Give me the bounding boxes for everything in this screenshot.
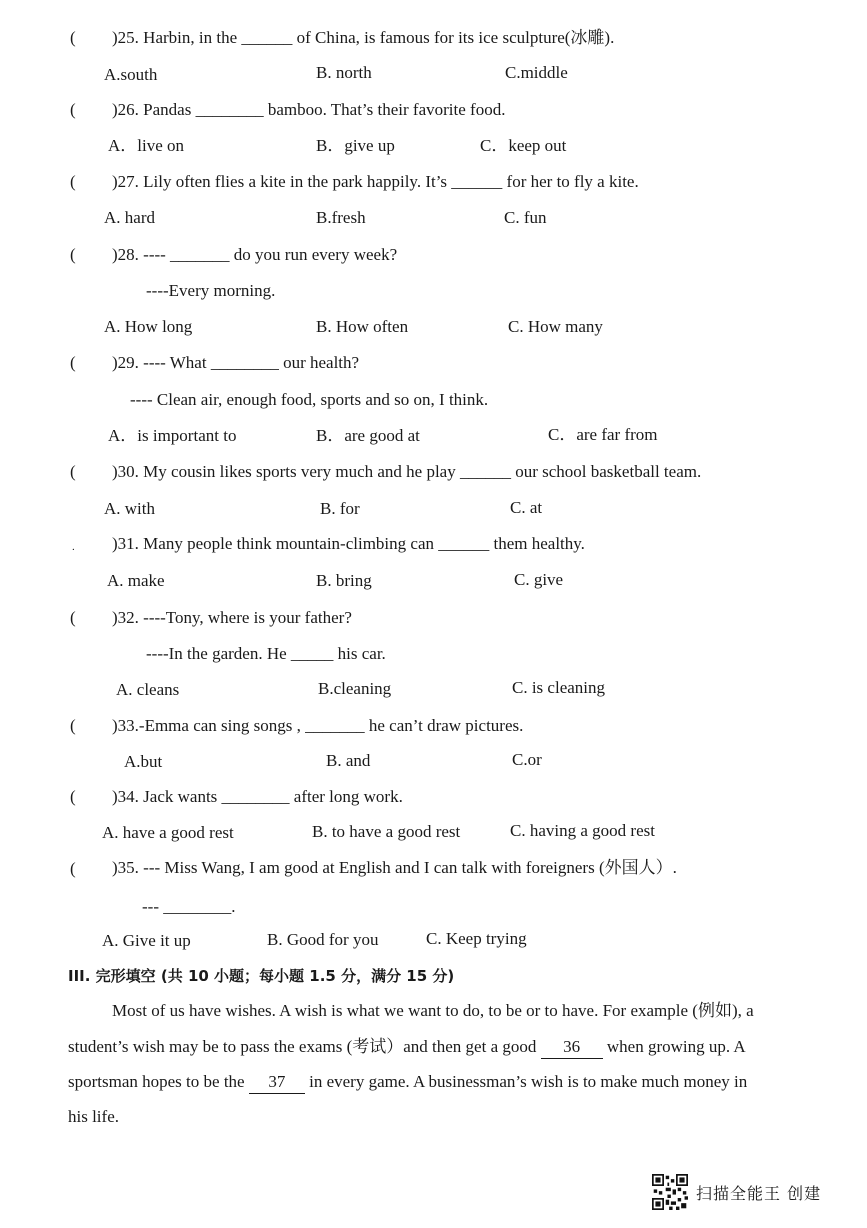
option-c: C．keep out [480, 136, 567, 155]
question-stem: )30. My cousin likes sports very much and he play ______ our school basketball team. [112, 462, 702, 481]
option-c: C. Keep trying [426, 929, 527, 948]
option-b: B. How often [316, 317, 409, 336]
answer-paren: ( [70, 172, 76, 191]
question-stem: )29. ---- What ________ our health? [112, 353, 360, 372]
answer-paren: ( [70, 859, 76, 878]
dialogue-reply: ---- Clean air, enough food, sports and so on, I think. [130, 390, 489, 409]
option-b: B．are good at [316, 426, 420, 445]
option-b: B.fresh [316, 208, 366, 227]
option-a: A. cleans [116, 680, 180, 699]
question-stem: )26. Pandas ________ bamboo. That’s their favorite food. [112, 100, 506, 119]
question-stem: )28. ---- _______ do you run every week? [112, 245, 398, 264]
answer-paren: ( [70, 462, 76, 481]
answer-paren: ( [70, 608, 76, 627]
cloze-blank-37: 37 [249, 1071, 305, 1094]
question-stem: )33.-Emma can sing songs , _______ he can’t draw pictures. [112, 716, 524, 735]
dialogue-reply: --- ________. [142, 897, 236, 916]
option-b: B. and [326, 751, 371, 770]
answer-paren: ( [70, 787, 76, 806]
option-b: B. north [316, 63, 372, 82]
answer-paren: ( [70, 245, 76, 264]
option-b: B.cleaning [318, 679, 392, 698]
dialogue-reply: ----In the garden. He _____ his car. [146, 644, 386, 663]
option-a: A. with [104, 499, 155, 518]
option-c: C. How many [508, 317, 603, 336]
option-c: C. at [510, 498, 543, 517]
passage-line: Most of us have wishes. A wish is what we want to do, to be or to have. For example (例如), a [112, 1001, 754, 1020]
cloze-blank-36: 36 [541, 1036, 603, 1059]
answer-paren: ( [70, 28, 76, 47]
option-b: B. Good for you [267, 930, 379, 949]
answer-paren: ( [70, 716, 76, 735]
passage-line [68, 1071, 747, 1094]
question-stem: )34. Jack wants ________ after long work. [112, 787, 403, 806]
qr-code-icon [652, 1174, 688, 1210]
scanner-watermark [652, 1174, 821, 1210]
question-stem: )27. Lily often flies a kite in the park happily. It’s ______ for her to fly a kite. [112, 172, 639, 191]
question-stem: )31. Many people think mountain-climbing can ______ them healthy. [112, 534, 585, 553]
question-stem: )35. --- Miss Wang, I am good at English and I can talk with foreigners (外国人）. [112, 858, 677, 877]
question-stem: )25. Harbin, in the ______ of China, is famous for its ice sculpture(冰雕). [112, 28, 615, 47]
passage-text: student’s wish may be to pass the exams (考试）and then get a good [68, 1037, 541, 1056]
answer-paren: ( [70, 100, 76, 119]
option-a: A.but [124, 752, 163, 771]
option-a: A.south [104, 65, 158, 84]
option-c: C.middle [505, 63, 568, 82]
option-a: A. make [107, 571, 165, 590]
passage-text: in every game. A businessman’s wish is to make much money in [304, 1072, 748, 1091]
answer-paren: ( [70, 353, 76, 372]
option-c: C．are far from [548, 425, 658, 444]
option-c: C. give [514, 570, 564, 589]
option-b: B. for [320, 499, 360, 518]
answer-paren: . [72, 541, 75, 553]
watermark-text: 扫描全能王 创建 [696, 1183, 822, 1203]
option-a: A. hard [104, 208, 155, 227]
option-b: B. bring [316, 571, 372, 590]
option-a: A. have a good rest [102, 823, 234, 842]
section-title: III. 完形填空 (共 10 小题；每小题 1.5 分，满分 15 分) [68, 967, 455, 985]
option-a: A. Give it up [102, 931, 191, 950]
passage-text: sportsman hopes to be the [68, 1072, 249, 1091]
option-a: A. How long [104, 317, 193, 336]
option-c: C. is cleaning [512, 678, 606, 697]
option-b: B．give up [316, 136, 395, 155]
option-c: C. having a good rest [510, 821, 655, 840]
option-a: A．is important to [108, 426, 237, 445]
option-c: C.or [512, 750, 542, 769]
question-stem: )32. ----Tony, where is your father? [112, 608, 352, 627]
passage-text: when growing up. A [602, 1037, 746, 1056]
option-c: C. fun [504, 208, 547, 227]
option-a: A．live on [108, 136, 185, 155]
passage-line [68, 1036, 746, 1059]
passage-line: his life. [68, 1107, 119, 1126]
option-b: B. to have a good rest [312, 822, 461, 841]
dialogue-reply: ----Every morning. [146, 281, 276, 300]
